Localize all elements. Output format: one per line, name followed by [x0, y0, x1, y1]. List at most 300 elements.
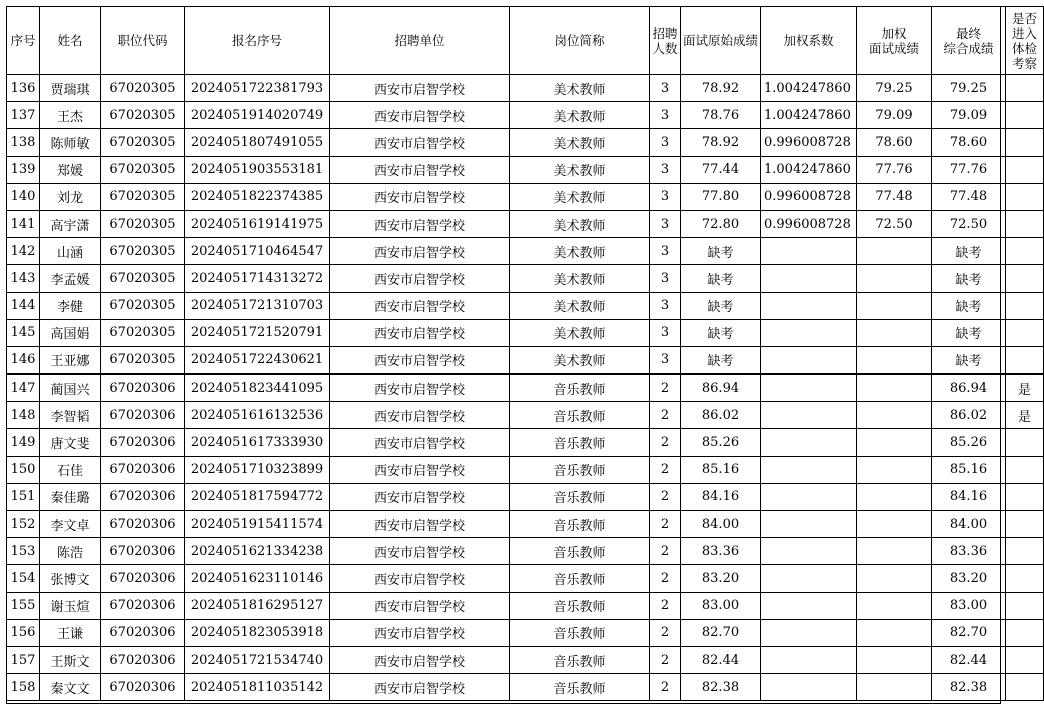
cell-final-score: 缺考 — [932, 346, 1006, 374]
cell-final-score: 缺考 — [932, 265, 1006, 292]
cell-raw-score: 82.38 — [681, 674, 761, 701]
cell-no: 144 — [7, 292, 40, 319]
cell-medical-check: 是 — [1006, 374, 1044, 402]
cell-post: 美术教师 — [510, 156, 650, 183]
cell-quota: 2 — [650, 511, 681, 538]
cell-raw-score: 86.94 — [681, 374, 761, 402]
cell-post: 美术教师 — [510, 238, 650, 265]
cell-post: 音乐教师 — [510, 429, 650, 456]
cell-post: 音乐教师 — [510, 674, 650, 701]
cell-coefficient — [761, 292, 857, 319]
cell-position-code: 67020305 — [101, 346, 185, 374]
cell-raw-score: 84.00 — [681, 511, 761, 538]
cell-position-code: 67020306 — [101, 511, 185, 538]
cell-quota: 2 — [650, 674, 681, 701]
cell-registration-no: 2024051721534740 — [185, 646, 330, 673]
header-cell-position-code: 职位代码 — [101, 7, 185, 75]
cell-recruiting-unit: 西安市启智学校 — [330, 129, 510, 156]
table-row — [7, 646, 1044, 673]
cell-quota: 3 — [650, 238, 681, 265]
table-row — [7, 319, 1044, 346]
table-row — [7, 75, 1044, 102]
cell-final-score: 缺考 — [932, 319, 1006, 346]
cell-final-score: 79.09 — [932, 102, 1006, 129]
cell-recruiting-unit: 西安市启智学校 — [330, 265, 510, 292]
cell-weighted-score: 72.50 — [857, 210, 932, 237]
cell-recruiting-unit: 西安市启智学校 — [330, 402, 510, 429]
cell-registration-no: 2024051816295127 — [185, 592, 330, 619]
cell-name: 郑媛 — [40, 156, 101, 183]
cell-recruiting-unit: 西安市启智学校 — [330, 511, 510, 538]
cell-final-score: 缺考 — [932, 292, 1006, 319]
cell-coefficient — [761, 538, 857, 565]
cell-raw-score: 77.80 — [681, 183, 761, 210]
cell-raw-score: 78.92 — [681, 129, 761, 156]
cell-name: 陈师敏 — [40, 129, 101, 156]
cell-no: 145 — [7, 319, 40, 346]
cell-position-code: 67020305 — [101, 319, 185, 346]
cell-weighted-score: 77.48 — [857, 183, 932, 210]
table-row — [7, 238, 1044, 265]
cell-no: 146 — [7, 346, 40, 374]
cell-coefficient — [761, 619, 857, 646]
cell-quota: 2 — [650, 374, 681, 402]
cell-medical-check — [1006, 565, 1044, 592]
cell-post: 音乐教师 — [510, 511, 650, 538]
table-header — [7, 7, 1044, 75]
cell-coefficient: 0.996008728 — [761, 183, 857, 210]
cell-medical-check — [1006, 265, 1044, 292]
cell-coefficient: 0.996008728 — [761, 210, 857, 237]
cell-recruiting-unit: 西安市启智学校 — [330, 592, 510, 619]
cell-name: 谢玉煊 — [40, 592, 101, 619]
cell-registration-no: 2024051914020749 — [185, 102, 330, 129]
cell-position-code: 67020306 — [101, 565, 185, 592]
cell-final-score: 82.38 — [932, 674, 1006, 701]
cell-post: 音乐教师 — [510, 538, 650, 565]
cell-no: 151 — [7, 483, 40, 510]
cell-registration-no: 2024051823053918 — [185, 619, 330, 646]
cell-name: 山涵 — [40, 238, 101, 265]
cell-raw-score: 72.80 — [681, 210, 761, 237]
results-table — [6, 6, 1044, 701]
cell-position-code: 67020306 — [101, 619, 185, 646]
table-row — [7, 483, 1044, 510]
cell-post: 美术教师 — [510, 346, 650, 374]
cell-weighted-score: 79.25 — [857, 75, 932, 102]
table-row — [7, 129, 1044, 156]
cell-final-score: 79.25 — [932, 75, 1006, 102]
cell-registration-no: 2024051915411574 — [185, 511, 330, 538]
cell-coefficient — [761, 402, 857, 429]
cell-registration-no: 2024051721520791 — [185, 319, 330, 346]
cell-position-code: 67020305 — [101, 102, 185, 129]
cell-no: 143 — [7, 265, 40, 292]
cell-name: 王谦 — [40, 619, 101, 646]
cell-name: 石佳 — [40, 456, 101, 483]
cell-coefficient — [761, 592, 857, 619]
table-row — [7, 511, 1044, 538]
cell-position-code: 67020305 — [101, 75, 185, 102]
cell-medical-check — [1006, 319, 1044, 346]
cell-no: 154 — [7, 565, 40, 592]
table-row — [7, 156, 1044, 183]
cell-position-code: 67020306 — [101, 483, 185, 510]
header-cell-coefficient: 加权系数 — [761, 7, 857, 75]
table-row — [7, 183, 1044, 210]
table-row — [7, 265, 1044, 292]
header-cell-quota: 招聘 人数 — [650, 7, 681, 75]
cell-medical-check — [1006, 619, 1044, 646]
table-row — [7, 619, 1044, 646]
cell-weighted-score: 77.76 — [857, 156, 932, 183]
cell-coefficient — [761, 646, 857, 673]
table-row — [7, 374, 1044, 402]
cell-coefficient — [761, 374, 857, 402]
cell-name: 秦佳璐 — [40, 483, 101, 510]
cell-raw-score: 83.00 — [681, 592, 761, 619]
cell-position-code: 67020306 — [101, 374, 185, 402]
cell-no: 149 — [7, 429, 40, 456]
cell-weighted-score — [857, 374, 932, 402]
table-row — [7, 429, 1044, 456]
cell-position-code: 67020305 — [101, 129, 185, 156]
cell-registration-no: 2024051823441095 — [185, 374, 330, 402]
cell-position-code: 67020305 — [101, 292, 185, 319]
cell-quota: 3 — [650, 210, 681, 237]
cell-no: 138 — [7, 129, 40, 156]
cell-recruiting-unit: 西安市启智学校 — [330, 102, 510, 129]
cell-final-score: 缺考 — [932, 238, 1006, 265]
cell-registration-no: 2024051721310703 — [185, 292, 330, 319]
cell-recruiting-unit: 西安市启智学校 — [330, 674, 510, 701]
cell-recruiting-unit: 西安市启智学校 — [330, 210, 510, 237]
cell-medical-check — [1006, 346, 1044, 374]
cell-quota: 2 — [650, 646, 681, 673]
cell-coefficient: 1.004247860 — [761, 102, 857, 129]
cell-raw-score: 缺考 — [681, 319, 761, 346]
cell-raw-score: 78.76 — [681, 102, 761, 129]
cell-raw-score: 85.16 — [681, 456, 761, 483]
cell-no: 152 — [7, 511, 40, 538]
cell-raw-score: 82.44 — [681, 646, 761, 673]
cell-medical-check — [1006, 592, 1044, 619]
table-row — [7, 538, 1044, 565]
cell-registration-no: 2024051710464547 — [185, 238, 330, 265]
cell-post: 美术教师 — [510, 319, 650, 346]
cell-registration-no: 2024051807491055 — [185, 129, 330, 156]
cell-weighted-score — [857, 483, 932, 510]
cell-quota: 2 — [650, 619, 681, 646]
cell-registration-no: 2024051714313272 — [185, 265, 330, 292]
table-row — [7, 292, 1044, 319]
cell-weighted-score — [857, 402, 932, 429]
cell-raw-score: 83.36 — [681, 538, 761, 565]
cell-no: 136 — [7, 75, 40, 102]
header-cell-no: 序号 — [7, 7, 40, 75]
cell-weighted-score — [857, 319, 932, 346]
cell-weighted-score: 78.60 — [857, 129, 932, 156]
table-row — [7, 565, 1044, 592]
cell-post: 音乐教师 — [510, 565, 650, 592]
cell-quota: 2 — [650, 483, 681, 510]
cell-post: 音乐教师 — [510, 456, 650, 483]
cell-raw-score: 85.26 — [681, 429, 761, 456]
cell-name: 蔺国兴 — [40, 374, 101, 402]
cell-raw-score: 缺考 — [681, 265, 761, 292]
cell-medical-check: 是 — [1006, 402, 1044, 429]
table-body — [7, 75, 1044, 701]
cell-post: 美术教师 — [510, 102, 650, 129]
cell-final-score: 77.48 — [932, 183, 1006, 210]
cell-position-code: 67020306 — [101, 429, 185, 456]
cell-quota: 3 — [650, 265, 681, 292]
cell-coefficient: 0.996008728 — [761, 129, 857, 156]
cell-registration-no: 2024051623110146 — [185, 565, 330, 592]
header-cell-final-score: 最终 综合成绩 — [932, 7, 1006, 75]
cell-coefficient — [761, 429, 857, 456]
cell-weighted-score — [857, 538, 932, 565]
cell-recruiting-unit: 西安市启智学校 — [330, 565, 510, 592]
cell-post: 音乐教师 — [510, 592, 650, 619]
cell-recruiting-unit: 西安市启智学校 — [330, 619, 510, 646]
cell-recruiting-unit: 西安市启智学校 — [330, 75, 510, 102]
table-row — [7, 402, 1044, 429]
cell-weighted-score: 79.09 — [857, 102, 932, 129]
cell-post: 美术教师 — [510, 129, 650, 156]
cell-name: 高国娟 — [40, 319, 101, 346]
cell-medical-check — [1006, 292, 1044, 319]
cell-position-code: 67020305 — [101, 265, 185, 292]
cell-registration-no: 2024051621334238 — [185, 538, 330, 565]
cell-position-code: 67020306 — [101, 646, 185, 673]
cell-registration-no: 2024051811035142 — [185, 674, 330, 701]
cell-recruiting-unit: 西安市启智学校 — [330, 646, 510, 673]
cell-no: 140 — [7, 183, 40, 210]
cell-coefficient — [761, 674, 857, 701]
header-cell-recruiting-unit: 招聘单位 — [330, 7, 510, 75]
cell-no: 139 — [7, 156, 40, 183]
header-row — [7, 7, 1044, 75]
cell-quota: 3 — [650, 319, 681, 346]
results-table-wrapper — [6, 6, 1044, 701]
cell-weighted-score — [857, 592, 932, 619]
cell-weighted-score — [857, 646, 932, 673]
cell-registration-no: 2024051710323899 — [185, 456, 330, 483]
cell-name: 张博文 — [40, 565, 101, 592]
cell-coefficient — [761, 238, 857, 265]
cell-no: 148 — [7, 402, 40, 429]
cell-final-score: 83.36 — [932, 538, 1006, 565]
cell-final-score: 86.94 — [932, 374, 1006, 402]
cell-medical-check — [1006, 238, 1044, 265]
cell-weighted-score — [857, 429, 932, 456]
cell-final-score: 82.70 — [932, 619, 1006, 646]
cell-coefficient — [761, 456, 857, 483]
cell-medical-check — [1006, 483, 1044, 510]
cell-quota: 2 — [650, 402, 681, 429]
cell-name: 王亚娜 — [40, 346, 101, 374]
cell-recruiting-unit: 西安市启智学校 — [330, 483, 510, 510]
cell-recruiting-unit: 西安市启智学校 — [330, 429, 510, 456]
cell-quota: 3 — [650, 346, 681, 374]
cell-position-code: 67020305 — [101, 156, 185, 183]
cell-no: 137 — [7, 102, 40, 129]
cell-no: 153 — [7, 538, 40, 565]
cell-medical-check — [1006, 75, 1044, 102]
cell-post: 美术教师 — [510, 292, 650, 319]
cell-final-score: 85.26 — [932, 429, 1006, 456]
cell-medical-check — [1006, 102, 1044, 129]
header-cell-name: 姓名 — [40, 7, 101, 75]
cell-coefficient — [761, 511, 857, 538]
table-row — [7, 674, 1044, 701]
cell-registration-no: 2024051617333930 — [185, 429, 330, 456]
cell-name: 李文卓 — [40, 511, 101, 538]
cell-name: 李智韬 — [40, 402, 101, 429]
header-cell-raw-score: 面试原始成绩 — [681, 7, 761, 75]
cell-final-score: 84.16 — [932, 483, 1006, 510]
cell-post: 美术教师 — [510, 265, 650, 292]
cell-registration-no: 2024051817594772 — [185, 483, 330, 510]
cell-name: 李健 — [40, 292, 101, 319]
cell-raw-score: 缺考 — [681, 346, 761, 374]
cell-quota: 3 — [650, 102, 681, 129]
table-row — [7, 346, 1044, 374]
cell-post: 音乐教师 — [510, 646, 650, 673]
cell-coefficient: 1.004247860 — [761, 75, 857, 102]
cell-medical-check — [1006, 456, 1044, 483]
cell-weighted-score — [857, 565, 932, 592]
cell-quota: 3 — [650, 183, 681, 210]
header-cell-weighted-score: 加权 面试成绩 — [857, 7, 932, 75]
cell-coefficient — [761, 319, 857, 346]
cell-post: 美术教师 — [510, 183, 650, 210]
cell-medical-check — [1006, 429, 1044, 456]
cell-post: 音乐教师 — [510, 374, 650, 402]
cell-recruiting-unit: 西安市启智学校 — [330, 456, 510, 483]
cell-raw-score: 86.02 — [681, 402, 761, 429]
cell-final-score: 82.44 — [932, 646, 1006, 673]
cell-quota: 2 — [650, 429, 681, 456]
cell-position-code: 67020306 — [101, 402, 185, 429]
header-cell-medical-check: 是否 进入 体检 考察 — [1006, 7, 1044, 75]
cell-no: 141 — [7, 210, 40, 237]
cell-medical-check — [1006, 129, 1044, 156]
cell-final-score: 84.00 — [932, 511, 1006, 538]
cell-coefficient — [761, 265, 857, 292]
cell-recruiting-unit: 西安市启智学校 — [330, 374, 510, 402]
cell-position-code: 67020305 — [101, 238, 185, 265]
cell-position-code: 67020305 — [101, 183, 185, 210]
cell-registration-no: 2024051903553181 — [185, 156, 330, 183]
cell-medical-check — [1006, 183, 1044, 210]
cell-registration-no: 2024051616132536 — [185, 402, 330, 429]
cell-raw-score: 83.20 — [681, 565, 761, 592]
cell-final-score: 77.76 — [932, 156, 1006, 183]
cell-registration-no: 2024051722430621 — [185, 346, 330, 374]
cell-recruiting-unit: 西安市启智学校 — [330, 156, 510, 183]
cell-medical-check — [1006, 156, 1044, 183]
cell-final-score: 85.16 — [932, 456, 1006, 483]
cell-name: 高宇潇 — [40, 210, 101, 237]
cell-weighted-score — [857, 674, 932, 701]
cell-quota: 3 — [650, 75, 681, 102]
cell-quota: 2 — [650, 592, 681, 619]
cell-final-score: 83.20 — [932, 565, 1006, 592]
cell-post: 美术教师 — [510, 210, 650, 237]
cell-medical-check — [1006, 210, 1044, 237]
cell-position-code: 67020305 — [101, 210, 185, 237]
cell-name: 王斯文 — [40, 646, 101, 673]
cell-no: 142 — [7, 238, 40, 265]
cell-coefficient — [761, 483, 857, 510]
cell-weighted-score — [857, 238, 932, 265]
cell-raw-score: 84.16 — [681, 483, 761, 510]
cell-name: 秦文文 — [40, 674, 101, 701]
cell-coefficient — [761, 346, 857, 374]
cell-no: 156 — [7, 619, 40, 646]
cell-post: 美术教师 — [510, 75, 650, 102]
cell-name: 贾瑞琪 — [40, 75, 101, 102]
cell-position-code: 67020306 — [101, 592, 185, 619]
header-cell-registration-no: 报名序号 — [185, 7, 330, 75]
cell-quota: 3 — [650, 292, 681, 319]
cell-post: 音乐教师 — [510, 483, 650, 510]
cell-raw-score: 77.44 — [681, 156, 761, 183]
cell-quota: 2 — [650, 456, 681, 483]
table-row — [7, 102, 1044, 129]
cell-post: 音乐教师 — [510, 402, 650, 429]
cell-registration-no: 2024051619141975 — [185, 210, 330, 237]
cell-name: 陈浩 — [40, 538, 101, 565]
cell-quota: 3 — [650, 156, 681, 183]
cell-raw-score: 82.70 — [681, 619, 761, 646]
cell-recruiting-unit: 西安市启智学校 — [330, 292, 510, 319]
cell-weighted-score — [857, 456, 932, 483]
cell-medical-check — [1006, 646, 1044, 673]
cell-no: 155 — [7, 592, 40, 619]
cell-registration-no: 2024051722381793 — [185, 75, 330, 102]
cell-quota: 3 — [650, 129, 681, 156]
table-row — [7, 210, 1044, 237]
cell-coefficient: 1.004247860 — [761, 156, 857, 183]
cell-final-score: 83.00 — [932, 592, 1006, 619]
cell-weighted-score — [857, 511, 932, 538]
cell-name: 李孟媛 — [40, 265, 101, 292]
cell-medical-check — [1006, 538, 1044, 565]
cell-raw-score: 78.92 — [681, 75, 761, 102]
cell-final-score: 86.02 — [932, 402, 1006, 429]
cell-weighted-score — [857, 619, 932, 646]
cell-position-code: 67020306 — [101, 456, 185, 483]
cell-weighted-score — [857, 265, 932, 292]
cell-recruiting-unit: 西安市启智学校 — [330, 238, 510, 265]
cell-raw-score: 缺考 — [681, 292, 761, 319]
cell-recruiting-unit: 西安市启智学校 — [330, 538, 510, 565]
cell-name: 王杰 — [40, 102, 101, 129]
cell-post: 音乐教师 — [510, 619, 650, 646]
cell-recruiting-unit: 西安市启智学校 — [330, 346, 510, 374]
cell-no: 147 — [7, 374, 40, 402]
cell-name: 唐文斐 — [40, 429, 101, 456]
cell-no: 150 — [7, 456, 40, 483]
table-row — [7, 592, 1044, 619]
header-cell-post: 岗位简称 — [510, 7, 650, 75]
cell-quota: 2 — [650, 538, 681, 565]
cell-registration-no: 2024051822374385 — [185, 183, 330, 210]
cell-final-score: 72.50 — [932, 210, 1006, 237]
